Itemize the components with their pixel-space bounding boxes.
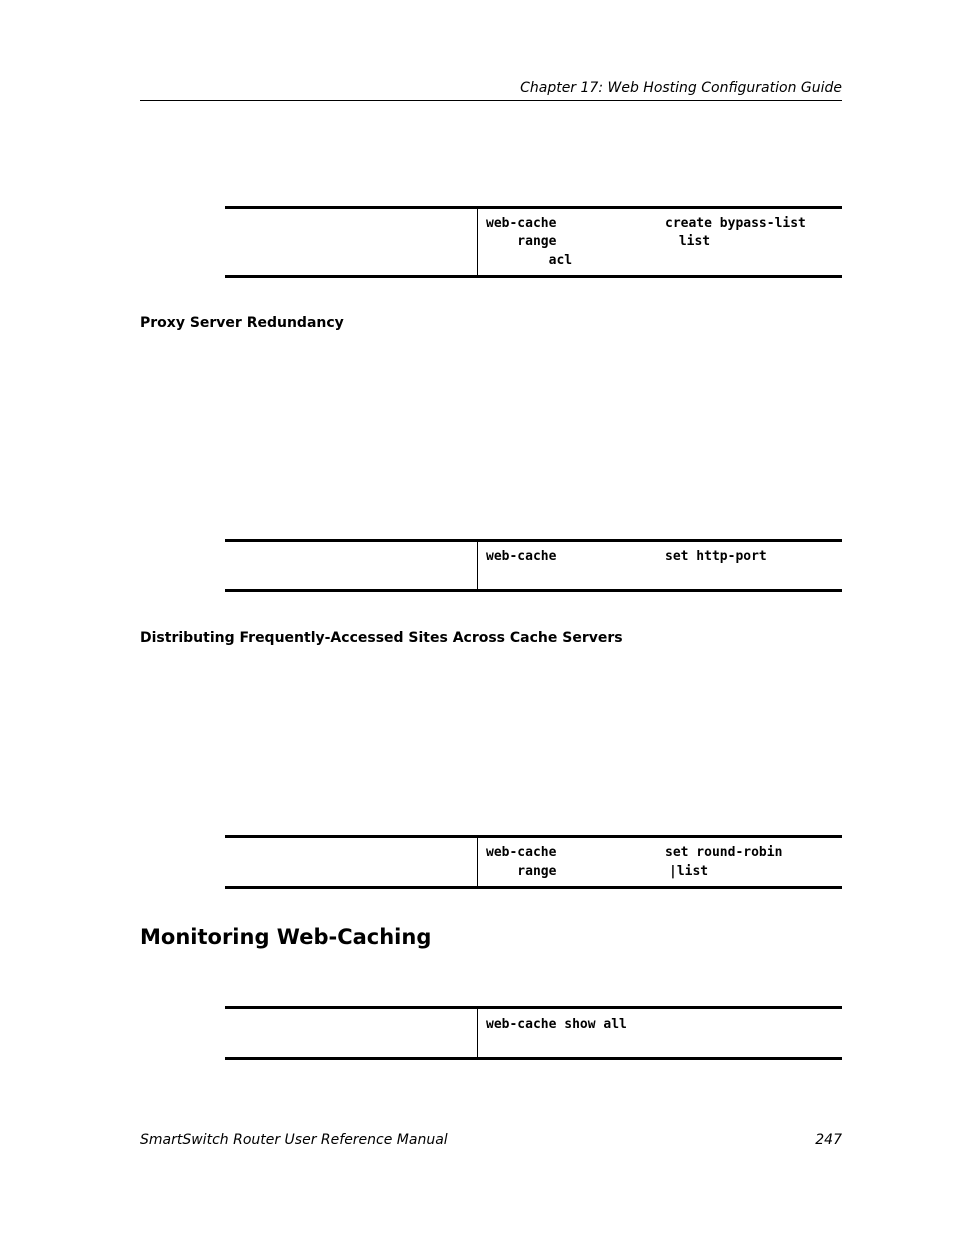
table-description-cell [225,1009,478,1057]
section-heading-monitoring: Monitoring Web-Caching [140,925,432,949]
subheading-proxy-server-redundancy: Proxy Server Redundancy [140,315,344,331]
subheading-distributing-sites: Distributing Frequently-Accessed Sites Across Cache Servers [140,630,623,646]
footer-page-number: 247 [815,1132,842,1148]
table-description-cell [225,542,478,589]
command-table-show-all [225,1006,842,1060]
command-line: |list [669,864,709,879]
header-rule [140,100,842,101]
command-line: range [486,864,557,879]
command-line: web-cache [486,549,557,564]
command-line: web-cache [486,216,557,231]
command-table-bypass-list [225,206,842,278]
command-line: web-cache show all [486,1017,627,1032]
command-table-http-port [225,539,842,592]
table-description-cell [225,838,478,886]
command-line: list [671,234,711,249]
command-line: set round-robin [665,845,783,860]
running-header: Chapter 17: Web Hosting Configuration Guide [520,80,842,96]
footer-manual-title: SmartSwitch Router User Reference Manual [140,1132,448,1148]
command-line: set http-port [665,549,767,564]
command-table-round-robin [225,835,842,889]
command-line: web-cache [486,845,557,860]
table-description-cell [225,209,478,275]
command-line: range [486,234,557,249]
command-line: create bypass-list [665,216,806,231]
command-line: acl [486,253,573,268]
